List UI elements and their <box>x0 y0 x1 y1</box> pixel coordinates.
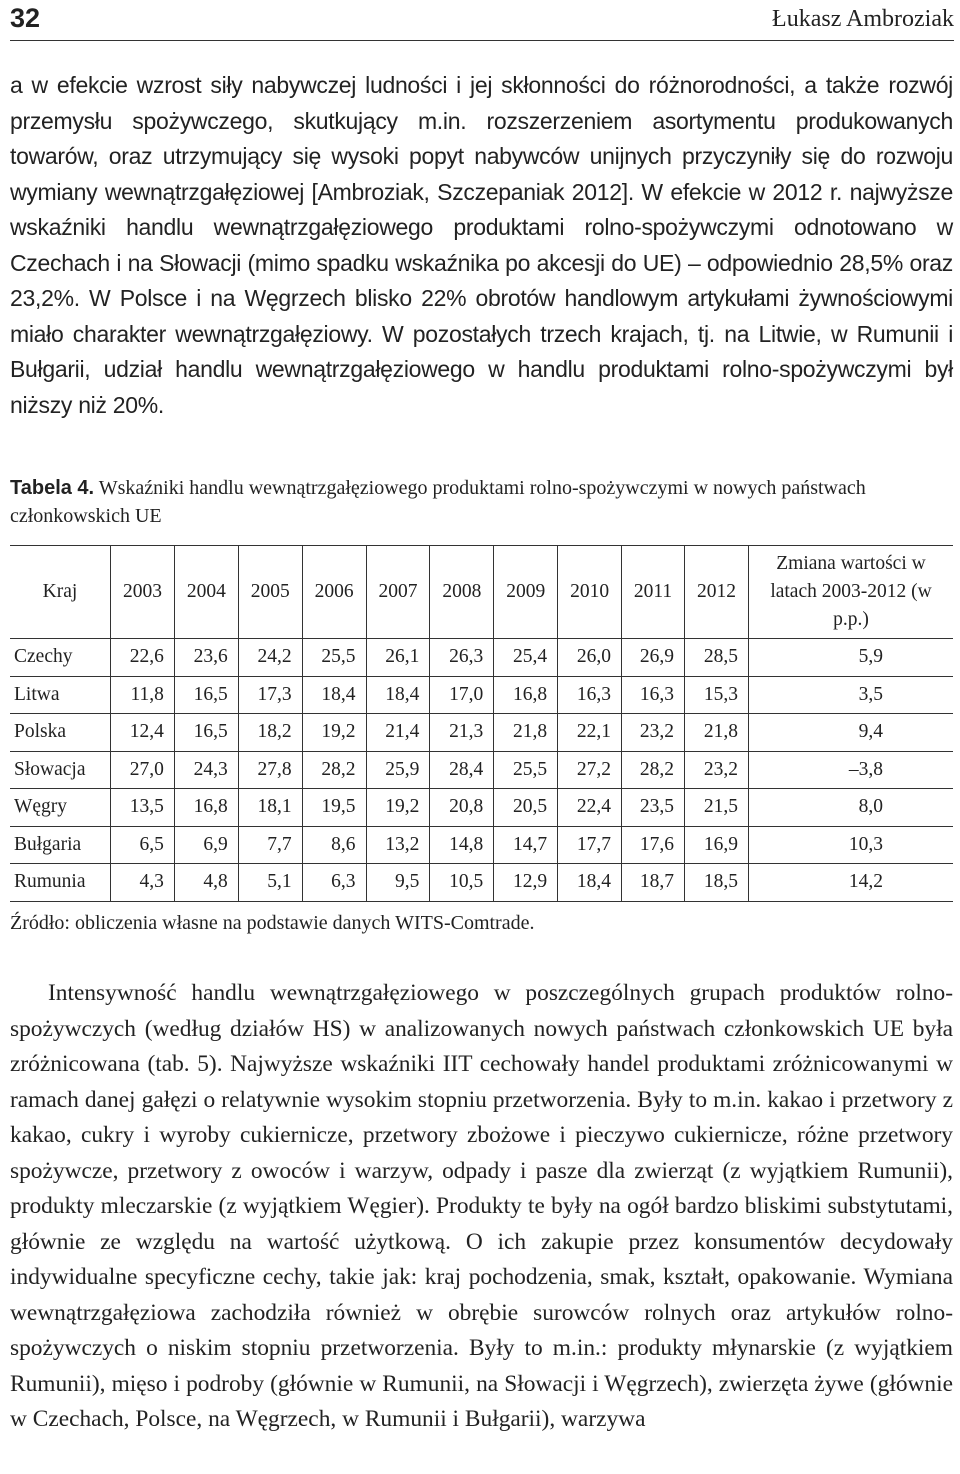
value-cell: 18,4 <box>302 676 366 714</box>
header-year: 2005 <box>238 546 302 639</box>
value-cell: 21,5 <box>685 789 749 827</box>
value-cell: 18,4 <box>558 864 622 902</box>
value-cell: 4,8 <box>174 864 238 902</box>
value-cell: 21,3 <box>430 714 494 752</box>
running-author: Łukasz Ambroziak <box>772 6 954 32</box>
value-cell: 21,4 <box>366 714 430 752</box>
country-cell: Litwa <box>10 676 111 714</box>
header-year: 2008 <box>430 546 494 639</box>
value-cell: 24,3 <box>174 751 238 789</box>
value-cell: 16,8 <box>174 789 238 827</box>
country-cell: Czechy <box>10 639 111 677</box>
iit-table <box>10 545 953 902</box>
value-cell: 28,5 <box>685 639 749 677</box>
value-cell: 16,8 <box>494 676 558 714</box>
country-cell: Węgry <box>10 789 111 827</box>
change-cell: 5,9 <box>749 639 954 677</box>
country-cell: Polska <box>10 714 111 752</box>
value-cell: 25,5 <box>494 751 558 789</box>
table-row <box>10 826 953 864</box>
value-cell: 14,7 <box>494 826 558 864</box>
value-cell: 17,3 <box>238 676 302 714</box>
value-cell: 25,5 <box>302 639 366 677</box>
value-cell: 28,2 <box>302 751 366 789</box>
value-cell: 15,3 <box>685 676 749 714</box>
value-cell: 4,3 <box>111 864 175 902</box>
country-cell: Słowacja <box>10 751 111 789</box>
page-header <box>10 0 954 41</box>
value-cell: 26,3 <box>430 639 494 677</box>
value-cell: 27,0 <box>111 751 175 789</box>
value-cell: 9,5 <box>366 864 430 902</box>
value-cell: 20,5 <box>494 789 558 827</box>
value-cell: 14,8 <box>430 826 494 864</box>
value-cell: 23,2 <box>685 751 749 789</box>
value-cell: 22,6 <box>111 639 175 677</box>
header-change: Zmiana wartości w latach 2003-2012 (w p.p.) <box>749 546 954 639</box>
header-year: 2010 <box>558 546 622 639</box>
change-cell: 9,4 <box>749 714 954 752</box>
value-cell: 16,5 <box>174 676 238 714</box>
value-cell: 24,2 <box>238 639 302 677</box>
table-caption-text: Wskaźniki handlu wewnątrzgałęziowego produktami rolno-spożywczymi w nowych państwach członkowskich UE <box>10 477 866 527</box>
value-cell: 19,2 <box>366 789 430 827</box>
country-cell: Rumunia <box>10 864 111 902</box>
table-row <box>10 639 953 677</box>
page-number: 32 <box>10 3 41 33</box>
value-cell: 12,4 <box>111 714 175 752</box>
value-cell: 16,3 <box>622 676 685 714</box>
value-cell: 27,8 <box>238 751 302 789</box>
table-source: Źródło: obliczenia własne na podstawie danych WITS-Comtrade. <box>10 912 535 934</box>
value-cell: 7,7 <box>238 826 302 864</box>
header-year: 2006 <box>302 546 366 639</box>
body-paragraph-2 <box>10 976 953 1438</box>
body-paragraph-1: a w efekcie wzrost siły nabywczej ludności i jej skłonności do różnorodności, a także rozwój przemysłu spożywczego, skutkujący m.in. rozszerzeniem asortymentu produkowanych towarów, oraz utrzymujący się wysoki popyt nabywców unijnych przyczyniły się do rozwoju wymiany wewnątrzgałęziowej [Ambroziak, Szczepaniak 2012]. W efekcie w 2012 r. najwyższe wskaźniki handlu wewnątrzgałęziowego produktami rolno-spożywczymi odnotowano w Czechach i na Słowacji (mimo spadku wskaźnika po akcesji do UE) – odpowiednio 28,5% oraz 23,2%. W Polsce i na Węgrzech blisko 22% obrotów handlowym artykułami żywnościowymi miało charakter wewnątrzgałęziowy. W pozostałych trzech krajach, tj. na Litwie, w Rumunii i Bułgarii, udział handlu wewnątrzgałęziowego w handlu produktami rolno-spożywczymi był niższy niż 20%. <box>10 72 953 418</box>
value-cell: 27,2 <box>558 751 622 789</box>
value-cell: 19,5 <box>302 789 366 827</box>
value-cell: 28,2 <box>622 751 685 789</box>
change-cell: 14,2 <box>749 864 954 902</box>
table-caption-label: Tabela 4. <box>10 477 95 499</box>
value-cell: 18,4 <box>366 676 430 714</box>
value-cell: 10,5 <box>430 864 494 902</box>
header-year: 2003 <box>111 546 175 639</box>
value-cell: 17,6 <box>622 826 685 864</box>
value-cell: 19,2 <box>302 714 366 752</box>
header-year: 2011 <box>622 546 685 639</box>
table-body <box>10 639 953 902</box>
value-cell: 25,4 <box>494 639 558 677</box>
value-cell: 18,7 <box>622 864 685 902</box>
table-row <box>10 751 953 789</box>
value-cell: 23,2 <box>622 714 685 752</box>
value-cell: 23,5 <box>622 789 685 827</box>
value-cell: 8,6 <box>302 826 366 864</box>
value-cell: 22,4 <box>558 789 622 827</box>
change-cell: –3,8 <box>749 751 954 789</box>
value-cell: 26,1 <box>366 639 430 677</box>
table-row <box>10 714 953 752</box>
header-year: 2004 <box>174 546 238 639</box>
value-cell: 28,4 <box>430 751 494 789</box>
value-cell: 22,1 <box>558 714 622 752</box>
value-cell: 26,9 <box>622 639 685 677</box>
change-cell: 8,0 <box>749 789 954 827</box>
value-cell: 16,5 <box>174 714 238 752</box>
table-caption <box>10 474 953 530</box>
table-row <box>10 676 953 714</box>
header-country: Kraj <box>10 546 111 639</box>
value-cell: 21,8 <box>685 714 749 752</box>
table-header-row <box>10 546 953 639</box>
value-cell: 17,7 <box>558 826 622 864</box>
header-year: 2012 <box>685 546 749 639</box>
change-cell: 3,5 <box>749 676 954 714</box>
table-row <box>10 864 953 902</box>
value-cell: 11,8 <box>111 676 175 714</box>
table-row <box>10 789 953 827</box>
value-cell: 20,8 <box>430 789 494 827</box>
value-cell: 26,0 <box>558 639 622 677</box>
country-cell: Bułgaria <box>10 826 111 864</box>
value-cell: 25,9 <box>366 751 430 789</box>
value-cell: 23,6 <box>174 639 238 677</box>
value-cell: 18,1 <box>238 789 302 827</box>
value-cell: 18,5 <box>685 864 749 902</box>
change-cell: 10,3 <box>749 826 954 864</box>
value-cell: 6,9 <box>174 826 238 864</box>
value-cell: 12,9 <box>494 864 558 902</box>
value-cell: 21,8 <box>494 714 558 752</box>
value-cell: 13,2 <box>366 826 430 864</box>
header-year: 2007 <box>366 546 430 639</box>
value-cell: 16,9 <box>685 826 749 864</box>
value-cell: 6,5 <box>111 826 175 864</box>
value-cell: 13,5 <box>111 789 175 827</box>
value-cell: 6,3 <box>302 864 366 902</box>
value-cell: 18,2 <box>238 714 302 752</box>
value-cell: 17,0 <box>430 676 494 714</box>
header-year: 2009 <box>494 546 558 639</box>
body-paragraph-2-text: Intensywność handlu wewnątrzgałęziowego w poszczególnych grupach produktów rolno-spożywczych (według działów HS) w analizowanych nowych państwach członkowskich UE była zróżnicowana (tab. 5). Najwyższe wskaźniki IIT cechowały handel produktami zróżnicowanymi w ramach danej gałęzi o relatywnie wysokim stopniu przetworzenia. Były to m.in. kakao i przetwory z kakao, cukry i wyroby cukiernicze, przetwory zbożowe i pieczywo cukiernicze, różne przetwory spożywcze, przetwory z owoców i warzyw, odpady i pasze dla zwierząt (z wyjątkiem Rumunii), produkty mleczarskie (z wyjątkiem Węgier). Produkty te były na ogół bardzo bliskimi substytutami, głównie ze względu na wartość użytkową. O ich zakupie przez konsumentów decydowały indywidualne specyficzne cechy, takie jak: kraj pochodzenia, smak, kształt, opakowanie. Wymiana wewnątrzgałęziowa zachodziła również w obrębie surowców rolnych oraz artykułów rolno-spożywczych o niskim stopniu przetworzenia. Były to m.in.: produkty młynarskie (z wyjątkiem Rumunii), mięso i podroby (głównie w Rumunii, na Słowacji i Węgrzech), zwierzęta żywe (głównie w Czechach, Polsce, na Węgrzech, w Rumunii i Bułgarii), warzywa <box>10 980 953 1432</box>
value-cell: 5,1 <box>238 864 302 902</box>
value-cell: 16,3 <box>558 676 622 714</box>
